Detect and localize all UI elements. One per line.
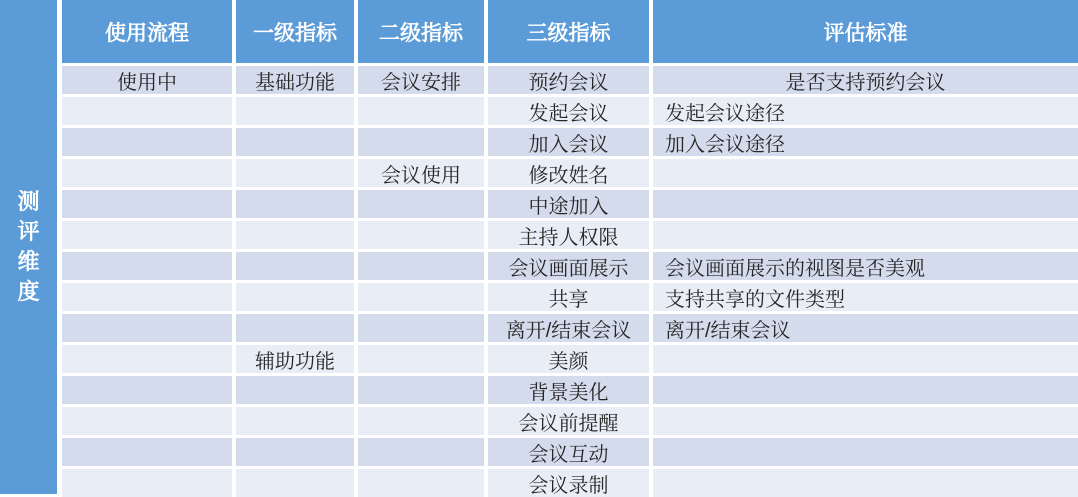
level3-indicator-cell: 加入会议 xyxy=(488,128,649,156)
level3-indicator-cell: 中途加入 xyxy=(488,190,649,218)
level2-indicator-cell xyxy=(358,407,484,435)
level1-indicator-cell xyxy=(236,97,354,125)
level1-indicator-cell xyxy=(236,221,354,249)
evaluation-criteria-cell: 离开/结束会议 xyxy=(653,314,1078,342)
level3-indicator-cell: 修改姓名 xyxy=(488,159,649,187)
level3-indicator-cell: 预约会议 xyxy=(488,66,649,94)
usage-flow-cell: 使用中 xyxy=(62,66,232,94)
evaluation-criteria-cell xyxy=(653,221,1078,249)
level3-indicator-cell: 美颜 xyxy=(488,345,649,373)
evaluation-criteria-cell xyxy=(653,159,1078,187)
usage-flow-cell xyxy=(62,252,232,280)
evaluation-criteria-cell xyxy=(653,438,1078,466)
dimension-sidebar xyxy=(0,0,57,494)
usage-flow-cell xyxy=(62,159,232,187)
usage-flow-cell xyxy=(62,283,232,311)
usage-flow-cell xyxy=(62,345,232,373)
evaluation-criteria-cell: 支持共享的文件类型 xyxy=(653,283,1078,311)
level1-indicator-cell xyxy=(236,159,354,187)
evaluation-table xyxy=(62,0,1078,497)
column-header-level2-indicator: 二级指标 xyxy=(358,0,484,63)
level2-indicator-cell xyxy=(358,345,484,373)
level2-indicator-cell xyxy=(358,283,484,311)
level3-indicator-cell: 发起会议 xyxy=(488,97,649,125)
level2-indicator-cell xyxy=(358,438,484,466)
level1-indicator-cell xyxy=(236,407,354,435)
level1-indicator-cell xyxy=(236,252,354,280)
evaluation-criteria-cell: 会议画面展示的视图是否美观 xyxy=(653,252,1078,280)
usage-flow-cell xyxy=(62,407,232,435)
level1-indicator-cell xyxy=(236,469,354,497)
level1-indicator-cell xyxy=(236,376,354,404)
level1-indicator-cell xyxy=(236,438,354,466)
usage-flow-cell xyxy=(62,438,232,466)
column-header-usage-flow: 使用流程 xyxy=(62,0,232,63)
level1-indicator-cell xyxy=(236,314,354,342)
level1-indicator-cell xyxy=(236,283,354,311)
level3-indicator-cell: 离开/结束会议 xyxy=(488,314,649,342)
usage-flow-cell xyxy=(62,128,232,156)
usage-flow-cell xyxy=(62,221,232,249)
level2-indicator-cell xyxy=(358,97,484,125)
column-header-evaluation-criteria: 评估标准 xyxy=(653,0,1078,63)
usage-flow-cell xyxy=(62,190,232,218)
column-header-level1-indicator: 一级指标 xyxy=(236,0,354,63)
evaluation-criteria-cell xyxy=(653,469,1078,497)
level2-indicator-cell xyxy=(358,190,484,218)
level2-indicator-cell xyxy=(358,252,484,280)
level1-indicator-cell xyxy=(236,190,354,218)
level1-indicator-cell: 辅助功能 xyxy=(236,345,354,373)
evaluation-criteria-cell xyxy=(653,407,1078,435)
level1-indicator-cell xyxy=(236,128,354,156)
evaluation-criteria-cell: 加入会议途径 xyxy=(653,128,1078,156)
level2-indicator-cell xyxy=(358,221,484,249)
sidebar-label: 测评维度 xyxy=(17,189,40,304)
level3-indicator-cell: 会议录制 xyxy=(488,469,649,497)
evaluation-criteria-cell xyxy=(653,190,1078,218)
level2-indicator-cell xyxy=(358,128,484,156)
evaluation-criteria-cell: 是否支持预约会议 xyxy=(653,66,1078,94)
usage-flow-cell xyxy=(62,97,232,125)
level3-indicator-cell: 背景美化 xyxy=(488,376,649,404)
level2-indicator-cell: 会议安排 xyxy=(358,66,484,94)
usage-flow-cell xyxy=(62,314,232,342)
level1-indicator-cell: 基础功能 xyxy=(236,66,354,94)
level3-indicator-cell: 会议前提醒 xyxy=(488,407,649,435)
column-header-level3-indicator: 三级指标 xyxy=(488,0,649,63)
level2-indicator-cell xyxy=(358,376,484,404)
level3-indicator-cell: 主持人权限 xyxy=(488,221,649,249)
level3-indicator-cell: 会议画面展示 xyxy=(488,252,649,280)
level3-indicator-cell: 会议互动 xyxy=(488,438,649,466)
usage-flow-cell xyxy=(62,376,232,404)
evaluation-criteria-cell xyxy=(653,345,1078,373)
level2-indicator-cell: 会议使用 xyxy=(358,159,484,187)
level3-indicator-cell: 共享 xyxy=(488,283,649,311)
evaluation-criteria-cell xyxy=(653,376,1078,404)
level2-indicator-cell xyxy=(358,469,484,497)
evaluation-criteria-cell: 发起会议途径 xyxy=(653,97,1078,125)
usage-flow-cell xyxy=(62,469,232,497)
level2-indicator-cell xyxy=(358,314,484,342)
